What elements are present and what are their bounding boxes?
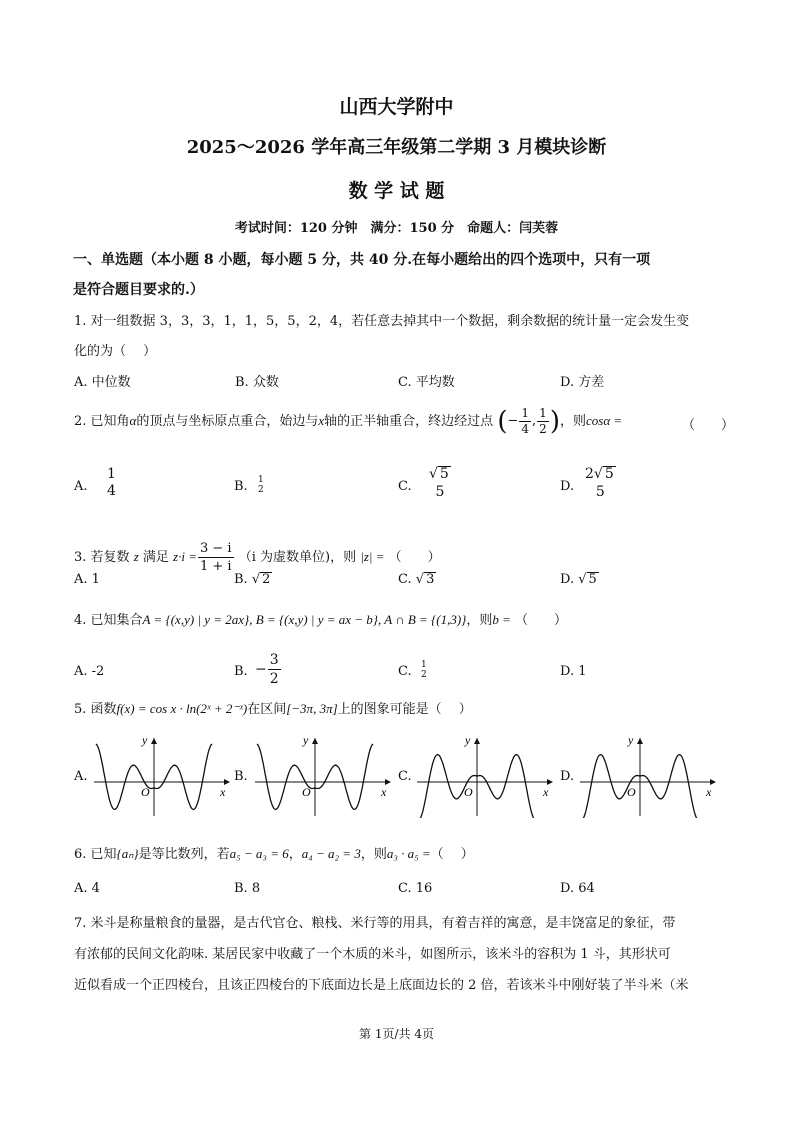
q1-option-c: C. 平均数 [398, 375, 455, 390]
q4-stem: 4. 已知集合A = {(x,y) | y = 2ax}, B = {(x,y) | y = ax − b}, A ∩ B = {(1,3)}，则b = （ ） [74, 612, 568, 628]
x-axis-label: x [543, 785, 549, 799]
q2-option-c-label: C. [398, 479, 412, 494]
q2-option-b-label: B. [234, 479, 248, 494]
x-axis-label: x [706, 785, 712, 799]
q3-option-a: A. 1 [74, 572, 100, 587]
q2-text: 轴的正半轴重合，终边经过点 [324, 414, 494, 429]
q6-option-a: A. 4 [74, 881, 100, 896]
y-axis-label: y [142, 733, 148, 747]
school-name: 山西大学附中 [339, 96, 454, 118]
page-number: 第 1页/共 4页 [359, 1027, 434, 1041]
q2-x: x [318, 413, 325, 428]
x-axis-label: x [220, 785, 226, 799]
q1-option-a: A. 中位数 [74, 375, 131, 390]
q3-stem: 3. 若复数 z 满足 z·i = $\frac{3 - i}{1 + i}$ （i 为虚数单位)，则 |z| = （ ） [74, 541, 441, 574]
q4-option-c: 1 2 [421, 659, 427, 680]
q2-option-b: 1 2 [258, 474, 264, 495]
q2-point-x: $\frac{1}{4}$ [521, 406, 530, 436]
origin-label: O [141, 785, 150, 799]
q2-paren: （ ） [682, 418, 735, 433]
exam-title: 2025～2026 学年高三年级第二学期 3 月模块诊断 [186, 137, 607, 158]
section-heading-cont: 是符合题目要求的.） [73, 282, 204, 298]
x-axis-label: x [381, 785, 387, 799]
q5-graph-d [578, 728, 718, 818]
q5-option-d-label: D. [560, 769, 575, 784]
q4-option-b: − $\frac{3}{2}$ [255, 652, 279, 687]
q2-alpha: α [129, 413, 137, 428]
y-axis-label: y [628, 733, 634, 747]
q5-option-a-label: A. [74, 769, 88, 784]
exam-meta: 考试时间：120 分钟 满分：150 分 命题人：闫芙蓉 [234, 221, 559, 236]
origin-label: O [627, 785, 636, 799]
q2-option-c: √ 5 5 [429, 466, 449, 500]
q1-stem-cont: 化的为（ ） [74, 344, 157, 359]
q6-option-d: D. 64 [560, 881, 595, 896]
q2-option-d-label: D. [560, 479, 575, 494]
q5-graph-b [253, 728, 393, 818]
q7-stem-cont2: 近似看成一个正四棱台，且该正四棱台的下底面边长是上底面边长的 2 倍，若该米斗中刚好装了半斗米（米 [74, 978, 689, 993]
q1-option-b: B. 众数 [235, 375, 279, 390]
section-heading: 一、单选题（本小题 8 小题，每小题 5 分，共 40 分.在每小题给出的四个选项中，只有一项 [73, 252, 651, 268]
q2-option-a-label: A. [74, 479, 88, 494]
y-axis-label: y [303, 733, 309, 747]
origin-label: O [302, 785, 311, 799]
y-axis-arrow [151, 738, 157, 744]
y-axis-arrow [637, 738, 643, 744]
y-axis-arrow [312, 738, 318, 744]
q3-option-c: C. √ 3 [398, 572, 435, 587]
q1-option-d: D. 方差 [560, 375, 605, 390]
q6-stem: 6. 已知{aₙ}是等比数列，若a₅ − a₃ = 6，a₄ − a₂ = 3，则a₃ · a₅ =（ ） [74, 846, 474, 862]
q5-graph-a [92, 728, 232, 818]
q5-stem: 5. 函数f(x) = cos x · ln(2ˣ + 2⁻ˣ)在区间[−3π, 3π]上的图象可能是（ ） [74, 701, 472, 717]
y-axis-label: y [465, 733, 471, 747]
q5-graph-c [415, 728, 555, 818]
q7-stem-cont: 有浓郁的民间文化韵味. 某居民家中收藏了一个木质的米斗，如图所示，该米斗的容积为 1 斗，其形状可 [74, 947, 671, 962]
q6-option-b: B. 8 [234, 881, 261, 896]
q2-stem: 2. 已知角α的顶点与坐标原点重合，始边与x轴的正半轴重合，终边经过点 (− $\frac{1}{4}$ , $\frac{1}{2}$ )，则cosα = [74, 406, 623, 437]
y-axis-arrow [474, 738, 480, 744]
q4-option-a: A. -2 [74, 664, 105, 679]
q5-option-b-label: B. [234, 769, 248, 784]
q2-text: 的顶点与坐标原点重合，始边与 [136, 414, 319, 429]
q2-cos: cosα = [585, 413, 623, 428]
q2-text: ，则 [559, 414, 586, 429]
q5-option-c-label: C. [398, 769, 412, 784]
q2-point-y: $\frac{1}{2}$ [539, 406, 547, 436]
q2-option-d: 2√ 5 5 [585, 466, 614, 500]
q4-option-d: D. 1 [560, 664, 587, 679]
origin-label: O [464, 785, 473, 799]
q3-option-b: B. √ 2 [234, 572, 271, 587]
q6-option-c: C. 16 [398, 881, 433, 896]
q4-option-b-label: B. [234, 664, 248, 679]
subject-title: 数 学 试 题 [348, 180, 445, 202]
q4-option-c-label: C. [398, 664, 412, 679]
q7-stem: 7. 米斗是称量粮食的量器，是古代官仓、粮栈、米行等的用具，有着吉祥的寓意，是丰饶富足的象征，带 [74, 916, 676, 931]
q1-stem: 1. 对一组数据 3，3，3，1，1，5，5，2，4，若任意去掉其中一个数据，剩余数据的统计量一定会发生变 [74, 314, 690, 329]
q2-text: 2. 已知角 [74, 414, 130, 429]
q2-option-a: 1 4 [107, 466, 116, 499]
q3-option-d: D. √ 5 [560, 572, 597, 587]
